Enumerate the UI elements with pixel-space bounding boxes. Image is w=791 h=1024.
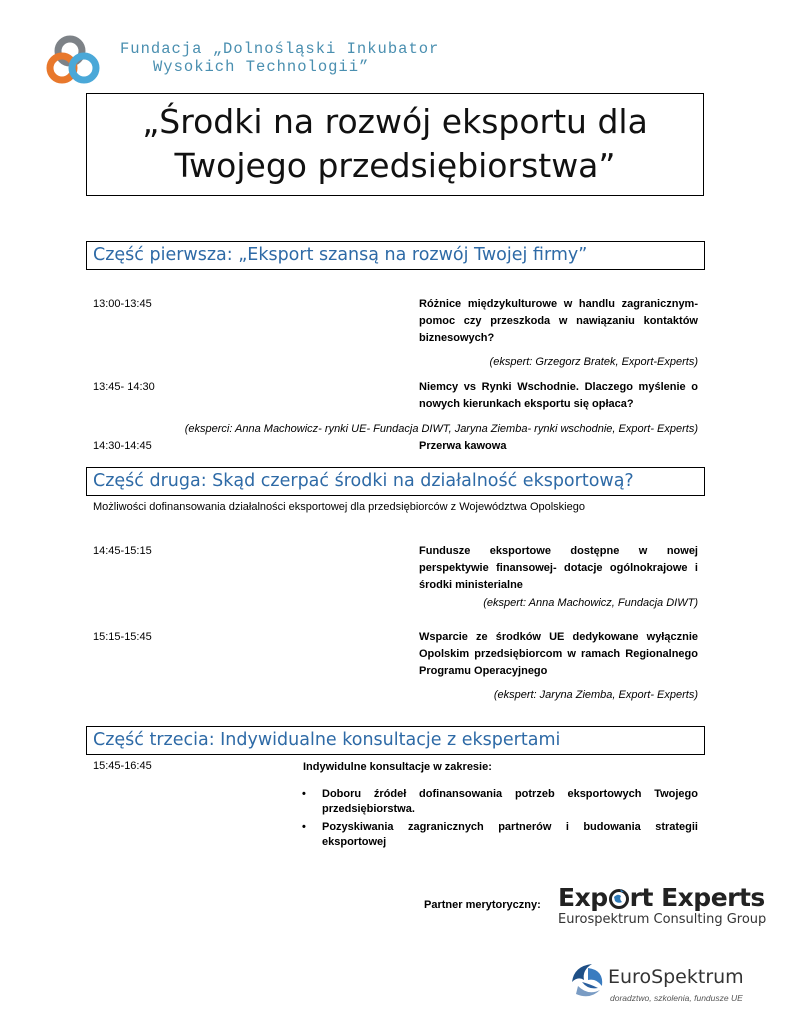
part2-heading: Część druga: Skąd czerpać środki na działalność eksportową? [86,467,705,496]
part2-item1-topic: Fundusze eksportowe dostępne w nowej perspektywie finansowej- dotacje ogólnokrajowe i środki ministerialne [419,545,698,591]
export-experts-title: Exp rt Experts [558,883,765,912]
part2-subtitle: Możliwości dofinansowania działalności eksportowej dla przedsiębiorców z Województwa Opolskiego [93,501,585,513]
part2-item1-expert: (ekspert: Anna Machowicz, Fundacja DIWT) [483,597,698,609]
part1-item3-time: 14:30-14:45 [93,440,152,452]
part1-item2-topic: Niemcy vs Rynki Wschodnie. Dlaczego myślenie o nowych kierunkach eksportu się opłaca? [419,381,698,410]
title-line1: „Środki na rozwój eksportu dla [142,102,648,141]
title-line2: Twojego przedsiębiorstwa” [174,146,616,185]
part3-heading: Część trzecia: Indywidualne konsultacje z ekspertami [86,726,705,755]
consultation-topics-list [300,787,698,853]
swirl-logo-icon [568,960,606,1000]
part3-time: 15:45-16:45 [93,760,152,772]
bullet-icon: • [302,821,306,833]
globe-icon [609,887,629,909]
part2-item2-expert: (ekspert: Jaryna Ziemba, Export- Experts) [493,689,698,701]
part1-item2-expert: (eksperci: Anna Machowicz- rynki UE- Fundacja DIWT, Jaryna Ziemba- rynki wschodnie, Export- Experts) [184,423,698,435]
page-title [86,93,704,196]
part1-item3-topic: Przerwa kawowa [419,440,507,452]
export-experts-logo [558,884,766,928]
list-item: • Pozyskiwania zagranicznych partnerów i budowania strategii eksportowej [302,821,698,848]
bullet-icon: • [302,788,306,800]
organization-name [120,40,439,76]
part1-heading: Część pierwsza: „Eksport szansą na rozwój Twojej firmy” [86,241,705,270]
part3-intro: Indywidulne konsultacje w zakresie: [303,761,492,773]
part2-item2-topic: Wsparcie ze środków UE dedykowane wyłącznie Opolskim przedsiębiorcom w ramach Regionalnego Programu Operacyjnego [419,631,698,677]
eurospektrum-logo [568,958,744,1008]
part1-item1-topic: Różnice międzykulturowe w handlu zagranicznym- pomoc czy przeszkoda w nawiązaniu kontaktów biznesowych? [419,298,698,344]
partner-label: Partner merytoryczny: [424,899,541,911]
part2-item1-time: 14:45-15:15 [93,545,152,557]
part2-item2-time: 15:15-15:45 [93,631,152,643]
part1-item1-expert: (ekspert: Grzegorz Bratek, Export-Experts) [489,356,698,368]
export-experts-subtitle: Eurospektrum Consulting Group [558,912,767,927]
part1-item1-time: 13:00-13:45 [93,298,152,310]
three-rings-logo-icon [46,34,120,86]
eurospektrum-name: EuroSpektrum [608,966,744,988]
part1-item2-time: 13:45- 14:30 [93,381,155,393]
eurospektrum-tagline: doradztwo, szkolenia, fundusze UE [610,993,743,1003]
org-name-line1: Fundacja „Dolnośląski Inkubator [120,40,440,58]
list-item: • Doboru źródeł dofinansowania potrzeb eksportowych Twojego przedsiębiorstwa. [302,788,698,815]
org-name-line2: Wysokich Technologii” [153,58,370,76]
